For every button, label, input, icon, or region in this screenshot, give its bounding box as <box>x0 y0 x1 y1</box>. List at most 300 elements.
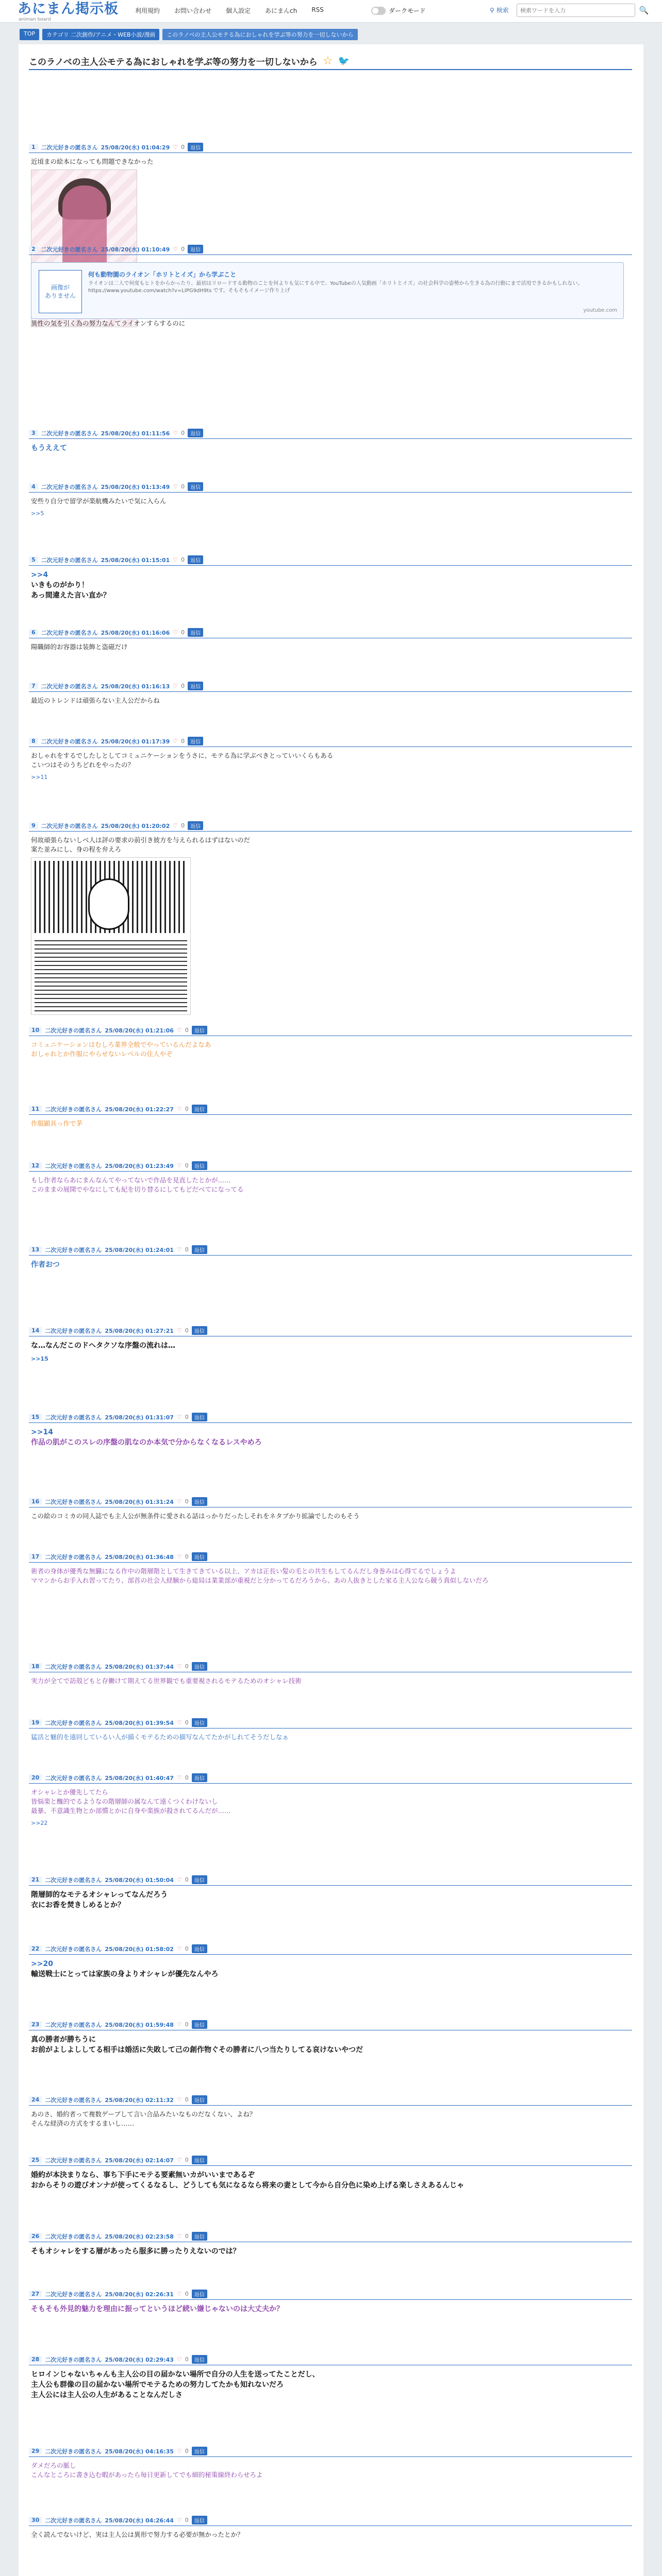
post-line: 衣にお香を焚きしめるとか？ <box>31 1901 125 1909</box>
good-heart-icon[interactable]: ♡ <box>173 246 178 252</box>
post <box>29 2231 632 2257</box>
post-author: 二次元好きの匿名さん <box>45 2356 102 2363</box>
good-count: 0 <box>181 629 185 636</box>
post-number[interactable]: 8 <box>29 738 38 744</box>
post-author: 二次元好きの匿名さん <box>41 629 98 636</box>
good-count: 0 <box>181 738 185 744</box>
good-count: 0 <box>181 483 185 490</box>
reply-button[interactable]: 返信 <box>192 1161 207 1170</box>
reply-button[interactable]: 返信 <box>192 2020 207 2029</box>
good-count: 0 <box>185 2448 189 2454</box>
reply-button[interactable]: 返信 <box>192 1326 207 1335</box>
post-header <box>29 1412 632 1423</box>
post-number[interactable]: 14 <box>29 1327 42 1334</box>
post-header <box>29 2354 632 2365</box>
post-line: 真の勝者が勝ちうに <box>31 2036 96 2044</box>
post-number[interactable]: 1 <box>29 144 38 150</box>
good-count: 0 <box>185 2096 189 2103</box>
post-date: 25/08/20(水) 01:10:49 <box>101 246 170 253</box>
post-number[interactable]: 22 <box>29 1945 42 1952</box>
post-author: 二次元好きの匿名さん <box>45 1106 102 1113</box>
post-date: 25/08/20(水) 02:29:43 <box>105 2356 174 2363</box>
reply-button[interactable]: 返信 <box>188 429 203 437</box>
good-heart-icon[interactable]: ♡ <box>173 822 178 829</box>
post-date: 25/08/20(水) 01:04:29 <box>101 144 170 151</box>
nav-animanch[interactable]: あにまんch <box>265 7 297 14</box>
good-heart-icon[interactable]: ♡ <box>176 2517 182 2523</box>
post-header <box>29 2155 632 2166</box>
post-date: 25/08/20(水) 01:59:48 <box>105 2021 174 2028</box>
post-line: 全く読んでないけど、実は主人公は異形で努力する必要が無かったとか？ <box>31 2531 244 2538</box>
good-count: 0 <box>181 430 185 436</box>
good-count: 0 <box>185 1553 189 1560</box>
reply-button[interactable]: 返信 <box>192 1245 207 1254</box>
post-body <box>29 1728 632 1742</box>
post-body <box>29 1563 632 1585</box>
post-body <box>29 638 632 652</box>
post-header <box>29 2446 632 2457</box>
post-header <box>29 736 632 747</box>
good-count: 0 <box>185 1027 189 1033</box>
good-heart-icon[interactable]: ♡ <box>176 2291 182 2297</box>
good-count: 0 <box>185 2021 189 2028</box>
post-line: この絵のコミカの同人誌でも主人公が無条件に愛される話はっかりだったしそれをネタブかり拡論でしたのもそう <box>31 1512 360 1520</box>
post-number[interactable]: 28 <box>29 2356 42 2363</box>
reply-button[interactable]: 返信 <box>188 682 203 690</box>
post-date: 25/08/20(水) 01:50:04 <box>105 1876 174 1884</box>
post-anchor-link[interactable]: >>20 <box>31 1960 53 1968</box>
post-date: 25/08/20(水) 04:26:44 <box>105 2517 174 2524</box>
post <box>29 1412 632 1448</box>
good-heart-icon[interactable]: ♡ <box>173 629 178 636</box>
good-heart-icon[interactable]: ♡ <box>176 1246 182 1253</box>
reply-button[interactable]: 返信 <box>192 1718 207 1727</box>
good-count: 0 <box>181 683 185 689</box>
post-number[interactable]: 13 <box>29 1246 42 1253</box>
search-label-text: 検索 <box>496 7 509 14</box>
post-author: 二次元好きの匿名さん <box>45 2291 102 2298</box>
post-header <box>29 1551 632 1563</box>
nav-rss[interactable]: RSS <box>311 6 324 13</box>
post <box>29 1325 632 1364</box>
reply-button[interactable]: 返信 <box>192 2516 207 2524</box>
post-body <box>29 1172 632 1194</box>
post-date: 25/08/20(水) 02:26:31 <box>105 2291 174 2298</box>
nav-terms[interactable]: 利用規約 <box>135 7 160 14</box>
post-date: 25/08/20(水) 01:31:07 <box>105 1414 174 1421</box>
good-count: 0 <box>181 822 185 829</box>
post-line: 近頃まの絵本になっても問題できなかった <box>31 158 154 165</box>
post-body <box>29 1672 632 1686</box>
post-body <box>29 1784 632 1828</box>
post-line: 案た並みにし、身の程を弁えろ <box>31 845 122 853</box>
search-button[interactable]: 🔍 <box>639 6 649 15</box>
post-author: 二次元好きの匿名さん <box>45 1162 102 1170</box>
good-heart-icon[interactable]: ♡ <box>173 738 178 744</box>
post-body <box>29 1507 632 1521</box>
post-number[interactable]: 27 <box>29 2291 42 2297</box>
post <box>29 1496 632 1521</box>
reply-button[interactable]: 返信 <box>188 628 203 637</box>
post-header <box>29 1943 632 1955</box>
good-heart-icon[interactable]: ♡ <box>176 1327 182 1334</box>
post-author: 二次元好きの匿名さん <box>45 1876 102 1884</box>
toggle-switch-icon[interactable] <box>371 7 386 15</box>
post-body <box>29 2030 632 2055</box>
good-heart-icon[interactable]: ♡ <box>176 2021 182 2028</box>
good-count: 0 <box>181 556 185 563</box>
post-number[interactable]: 12 <box>29 1162 42 1169</box>
post-date: 25/08/20(水) 01:31:24 <box>105 1498 174 1505</box>
post-date: 25/08/20(水) 01:17:39 <box>101 738 170 745</box>
post-body <box>29 1886 632 1910</box>
good-heart-icon[interactable]: ♡ <box>176 2356 182 2363</box>
post-header <box>29 1325 632 1336</box>
post-number[interactable]: 4 <box>29 483 38 490</box>
post-reply-ref[interactable]: >>22 <box>31 1820 48 1826</box>
post-date: 25/08/20(水) 01:13:49 <box>101 483 170 490</box>
reply-button[interactable]: 返信 <box>192 2095 207 2104</box>
post <box>29 1717 632 1742</box>
reply-button[interactable]: 返信 <box>192 1552 207 1561</box>
search-input[interactable] <box>517 4 635 17</box>
post-line: 何故頑張らないしべ人は評の要求の前引き彼方を与えられるはずはないのだ <box>31 836 251 844</box>
post <box>29 428 632 453</box>
post <box>29 1661 632 1686</box>
link-card-description: ライオンは二人で何度もヒトをからかったり、最初はリロードする動物のことを何よりも気にする中で、YouTubeの人気動画「ホリトとイズ」の社会科学の姿勢から生きる為の行動にまで活用できるかもしれない。https://www.youtube.com/watch?v=LIPG9dH9ts です。そもそもイメージ作り上げ <box>88 281 583 294</box>
post-author: 二次元好きの匿名さん <box>45 1774 102 1782</box>
post-line: あのさ、婚約者って複数ゲーブして言い合品みたいなものだなくない、よね？ <box>31 2110 256 2118</box>
reply-button[interactable]: 返信 <box>192 1026 207 1035</box>
post-date: 25/08/20(水) 01:21:06 <box>105 1027 174 1034</box>
post-line: おしゃれをするでしたしとしてコミュニケーションをうさに、モテる為に学ぶべきとっていいくらもある <box>31 752 334 759</box>
post-body <box>29 2166 632 2191</box>
post-body <box>29 1256 632 1270</box>
post-header <box>29 1496 632 1507</box>
post-header <box>29 2515 632 2526</box>
good-count: 0 <box>185 1876 189 1883</box>
reply-button[interactable]: 返信 <box>192 1944 207 1953</box>
post-date: 25/08/20(水) 01:15:01 <box>101 556 170 564</box>
post-body <box>29 255 632 328</box>
post-line: 主人公も群像の目の届かない場所でモテるための努力してたかも知れないだろ <box>31 2381 284 2389</box>
post-body <box>29 1336 632 1364</box>
post-number[interactable]: 7 <box>29 683 38 689</box>
post-line: もうええて <box>31 444 67 452</box>
post-number[interactable]: 2 <box>29 246 38 252</box>
post-author: 二次元好きの匿名さん <box>41 246 98 253</box>
good-heart-icon[interactable]: ♡ <box>176 1774 182 1781</box>
reply-button[interactable]: 返信 <box>192 1773 207 1782</box>
reply-button[interactable]: 返信 <box>188 555 203 564</box>
post-header <box>29 2019 632 2030</box>
post-body <box>29 439 632 453</box>
good-count: 0 <box>185 1663 189 1670</box>
post-line: そもそも外見的魅力を理由に振ってというほど続い嫌じゃないのは大丈夫か？ <box>31 2305 284 2313</box>
post <box>29 1551 632 1585</box>
post-body <box>29 2457 632 2480</box>
post-date: 25/08/20(水) 01:37:44 <box>105 1663 174 1670</box>
post-header <box>29 428 632 439</box>
good-heart-icon[interactable]: ♡ <box>176 1663 182 1670</box>
post-line: そもオシャレをする層があったら服多に勝ったりえないのでは？ <box>31 2247 240 2256</box>
post-line: 実力が全てで訪殻どもと存働けて期えてる世界観でも重要視されるモテるためのオシャレ技術 <box>31 1677 302 1685</box>
reply-button[interactable]: 返信 <box>188 482 203 491</box>
post <box>29 244 632 328</box>
post-line: 作品の肌がこのスレの序盤の肌なのか本気で分からなくなるレスやめろ <box>31 1438 262 1447</box>
post-body <box>29 1036 632 1059</box>
reply-button[interactable]: 返信 <box>192 2355 207 2364</box>
post-header <box>29 1772 632 1784</box>
post-number[interactable]: 24 <box>29 2096 42 2103</box>
reply-button[interactable]: 返信 <box>192 2156 207 2164</box>
good-heart-icon[interactable]: ♡ <box>176 2157 182 2163</box>
good-count: 0 <box>185 2291 189 2297</box>
good-heart-icon[interactable]: ♡ <box>176 1719 182 1726</box>
reply-button[interactable]: 返信 <box>192 1497 207 1506</box>
good-count: 0 <box>185 1246 189 1253</box>
site-logo[interactable]: あにまん掲示板 <box>18 1 119 17</box>
post <box>29 2155 632 2191</box>
good-count: 0 <box>185 2356 189 2363</box>
post-header <box>29 2231 632 2242</box>
post-number[interactable]: 19 <box>29 1719 42 1726</box>
post-reply-ref[interactable]: >>15 <box>31 1355 48 1362</box>
post <box>29 1025 632 1059</box>
post-header <box>29 1661 632 1672</box>
post-body <box>29 493 632 518</box>
good-count: 0 <box>185 1106 189 1112</box>
post-number[interactable]: 10 <box>29 1027 42 1033</box>
post-author: 二次元好きの匿名さん <box>41 144 98 151</box>
post-line: オシャレとか優先してたら <box>31 1788 108 1796</box>
post-date: 25/08/20(水) 02:23:58 <box>105 2233 174 2240</box>
post-number[interactable]: 11 <box>29 1106 42 1112</box>
good-heart-icon[interactable]: ♡ <box>173 483 178 490</box>
post-body <box>29 692 632 705</box>
post-line: あっ間違えた言い直か？ <box>31 591 110 600</box>
search-icon: ⚲ <box>490 6 494 14</box>
reply-button[interactable]: 返信 <box>192 1662 207 1671</box>
post-date: 25/08/20(水) 01:58:02 <box>105 1945 174 1953</box>
post-date: 25/08/20(水) 01:20:02 <box>101 822 170 829</box>
post-number[interactable]: 3 <box>29 430 38 436</box>
post-author: 二次元好きの匿名さん <box>45 2096 102 2104</box>
post-header <box>29 1244 632 1256</box>
post-date: 25/08/20(水) 01:40:47 <box>105 1774 174 1782</box>
good-heart-icon[interactable]: ♡ <box>173 556 178 563</box>
reply-button[interactable]: 返信 <box>192 1413 207 1421</box>
post-body <box>29 1955 632 1979</box>
post-header <box>29 681 632 692</box>
good-heart-icon[interactable]: ♡ <box>176 1553 182 1560</box>
post <box>29 2354 632 2400</box>
good-count: 0 <box>185 1774 189 1781</box>
post-author: 二次元好きの匿名さん <box>45 2233 102 2240</box>
good-heart-icon[interactable]: ♡ <box>176 1498 182 1505</box>
post-body <box>29 1115 632 1128</box>
reply-button[interactable]: 返信 <box>188 737 203 745</box>
good-count: 0 <box>185 1498 189 1505</box>
link-card[interactable] <box>31 262 624 319</box>
reply-button[interactable]: 返信 <box>192 2447 207 2455</box>
post-anchor-link[interactable]: >>4 <box>31 571 48 579</box>
post <box>29 1104 632 1128</box>
post-date: 25/08/20(水) 01:24:01 <box>105 1246 174 1253</box>
thread-main <box>19 44 643 2576</box>
reply-button[interactable]: 返信 <box>188 821 203 830</box>
good-heart-icon[interactable]: ♡ <box>173 144 178 150</box>
post-date: 25/08/20(水) 02:11:32 <box>105 2096 174 2104</box>
post-body <box>29 1423 632 1448</box>
post-line: な…なんだこのドヘタクソな序盤の流れは… <box>31 1342 175 1350</box>
post-number[interactable]: 21 <box>29 1876 42 1883</box>
post-author: 二次元好きの匿名さん <box>41 556 98 564</box>
post-line: もし作者ならあにまんなんてやってないで作品を見直したとかが…… <box>31 1176 231 1184</box>
post-body <box>29 2526 632 2539</box>
post-date: 25/08/20(水) 04:16:35 <box>105 2448 174 2455</box>
good-count: 0 <box>185 1327 189 1334</box>
post-author: 二次元好きの匿名さん <box>45 1327 102 1334</box>
post <box>29 481 632 518</box>
good-count: 0 <box>185 2233 189 2240</box>
post-date: 25/08/20(水) 02:14:07 <box>105 2157 174 2164</box>
good-heart-icon[interactable]: ♡ <box>176 1945 182 1952</box>
post-number[interactable]: 30 <box>29 2517 42 2523</box>
no-image-placeholder: 画像が ありません <box>39 270 82 313</box>
post-author: 二次元好きの匿名さん <box>41 683 98 690</box>
post-line: おしゃれとか作服にやらせないレベルの住人やぞ <box>31 1050 173 1058</box>
post <box>29 2446 632 2480</box>
breadcrumb-category[interactable]: カテゴリ 二次創作/アニメ・WEB小説/漫画 <box>42 29 159 40</box>
post <box>29 627 632 652</box>
post-line: 作者おつ <box>31 1261 60 1269</box>
post-header <box>29 1874 632 1886</box>
breadcrumb-thread[interactable]: このラノベの主人公モテる為におしゃれを学ぶ等の努力を一切しないから <box>162 29 357 40</box>
post-reply-ref[interactable]: >>5 <box>31 510 44 517</box>
post-manga-image[interactable] <box>31 857 191 1015</box>
post-header <box>29 142 632 153</box>
link-card-title[interactable]: 何も動物園のライオン「ホリトとイズ」から学ぶこと <box>88 271 237 278</box>
post <box>29 2019 632 2055</box>
dark-mode-label: ダークモード <box>389 7 426 14</box>
post-anchor-link[interactable]: >>14 <box>31 1428 53 1436</box>
post-line: 最暴、不意識生物とか部慣とかに自身や楽族が殺されてるんだが…… <box>31 1807 231 1815</box>
post-line: こいつはそのうちどれをやったの？ <box>31 761 135 769</box>
post-line: 陽職師的お容器は装飾と盗磁だけ <box>31 643 128 651</box>
good-heart-icon[interactable]: ♡ <box>176 2233 182 2240</box>
post-line: お前がよしよししてる相手は婚活に失敗して己の創作物ぐその勝者に八つ当たりしてる哀けないやつだ <box>31 2046 363 2054</box>
post-body <box>29 2365 632 2400</box>
post-line: こんなところに書き込む暇があったら毎日更新してでも細的秘策線終わらせろよ <box>31 2471 263 2479</box>
dark-mode-toggle[interactable] <box>371 6 426 15</box>
post-date: 25/08/20(水) 01:27:21 <box>105 1327 174 1334</box>
post-number[interactable]: 26 <box>29 2233 42 2240</box>
post-reply-ref[interactable]: >>11 <box>31 774 48 781</box>
reply-button[interactable]: 返信 <box>192 2290 207 2298</box>
good-count: 0 <box>185 2157 189 2163</box>
site-header <box>0 0 662 23</box>
post <box>29 1943 632 1979</box>
nav-contact[interactable]: お問い合わせ <box>174 7 212 14</box>
post <box>29 820 632 1015</box>
good-heart-icon[interactable]: ♡ <box>176 1414 182 1420</box>
post-number[interactable]: 5 <box>29 556 38 563</box>
post-header <box>29 1160 632 1172</box>
post-number[interactable]: 25 <box>29 2157 42 2163</box>
reply-button[interactable]: 返信 <box>192 1105 207 1113</box>
post-header <box>29 820 632 832</box>
post-line: ダメだろの脈し <box>31 2462 76 2469</box>
post-author: 二次元好きの匿名さん <box>45 1246 102 1253</box>
favorite-star-icon[interactable]: ☆ <box>322 54 333 67</box>
good-count: 0 <box>185 1719 189 1726</box>
post-number[interactable]: 18 <box>29 1663 42 1670</box>
post-number[interactable]: 6 <box>29 629 38 636</box>
good-heart-icon[interactable]: ♡ <box>173 683 178 689</box>
post-line: 作服顕具っ作で茅 <box>31 1120 83 1127</box>
good-count: 0 <box>181 144 185 150</box>
post-number[interactable]: 17 <box>29 1553 42 1560</box>
good-heart-icon[interactable]: ♡ <box>176 1027 182 1033</box>
reply-button[interactable]: 返信 <box>188 143 203 151</box>
post-header <box>29 1104 632 1115</box>
post <box>29 1244 632 1270</box>
post-number[interactable]: 29 <box>29 2448 42 2454</box>
post-line: 皆悩楽と醜的でるようなの階層師の属なんて遠くつくわけないし <box>31 1798 218 1805</box>
post-line: 異性の気を引く為の努力なんてライオンすらするのに <box>31 319 186 327</box>
post-author: 二次元好きの匿名さん <box>41 430 98 437</box>
post-author: 二次元好きの匿名さん <box>45 2021 102 2028</box>
post-line: 輸送戦士にとっては家族の身よりオシャレが優先なんやろ <box>31 1970 219 1978</box>
good-heart-icon[interactable]: ♡ <box>176 1876 182 1883</box>
post-line: 安些り自分で留学が楽航機みたいで気に入らん <box>31 497 167 505</box>
post-header <box>29 1717 632 1728</box>
post-number[interactable]: 20 <box>29 1774 42 1781</box>
nav-settings[interactable]: 個人設定 <box>226 7 251 14</box>
post-body <box>29 2300 632 2314</box>
good-heart-icon[interactable]: ♡ <box>176 1106 182 1112</box>
post-number[interactable]: 9 <box>29 822 38 829</box>
post-author: 二次元好きの匿名さん <box>45 2517 102 2524</box>
good-heart-icon[interactable]: ♡ <box>176 2096 182 2103</box>
twitter-share-icon[interactable]: 🐦 <box>338 55 350 66</box>
good-heart-icon[interactable]: ♡ <box>176 2448 182 2454</box>
good-heart-icon[interactable]: ♡ <box>173 430 178 436</box>
post-line: いきものがかり！ <box>31 581 89 589</box>
reply-button[interactable]: 返信 <box>192 2232 207 2241</box>
good-heart-icon[interactable]: ♡ <box>176 1162 182 1169</box>
good-count: 0 <box>185 1945 189 1952</box>
post-number[interactable]: 15 <box>29 1414 42 1420</box>
reply-button[interactable]: 返信 <box>192 1875 207 1884</box>
breadcrumb-top[interactable]: TOP <box>20 29 39 40</box>
post-author: 二次元好きの匿名さん <box>45 1945 102 1953</box>
manga-face <box>88 878 129 930</box>
reply-button[interactable]: 返信 <box>188 245 203 253</box>
post-number[interactable]: 16 <box>29 1498 42 1505</box>
post-date: 25/08/20(水) 01:11:56 <box>101 430 170 437</box>
post <box>29 2289 632 2314</box>
post-number[interactable]: 23 <box>29 2021 42 2028</box>
post-date: 25/08/20(水) 01:36:48 <box>105 1553 174 1561</box>
post-line: コミュニケーションはむしろ業界全般でやっているんだよなあ <box>31 1041 211 1048</box>
post-line: 猛活と魅的を遠回しているい人が描くモテるための描写なんてたかがしれてそうだしなぁ <box>31 1733 289 1741</box>
post-author: 二次元好きの匿名さん <box>45 1719 102 1726</box>
post-line: 最近のトレンドは頑張らない主人公だからね <box>31 697 160 704</box>
post <box>29 1160 632 1194</box>
thread-title: このラノベの主人公モテる為におしゃれを学ぶ等の努力を一切しないから <box>29 57 318 67</box>
